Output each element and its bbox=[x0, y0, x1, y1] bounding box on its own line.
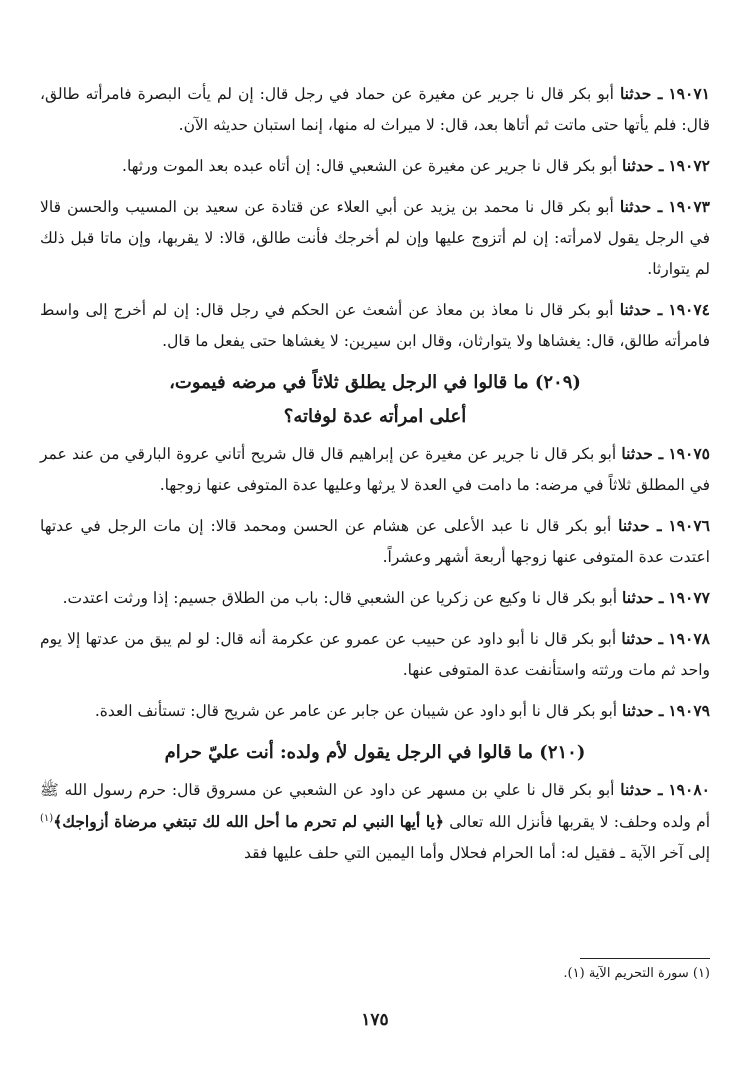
hadith-lead: حدثنا bbox=[619, 84, 652, 103]
hadith-number: ١٩٠٧٤ bbox=[668, 300, 711, 319]
hadith-19074: ١٩٠٧٤ ـ حدثنا أبو بكر قال نا معاذ بن معاذ عن أشعث عن الحكم في رجل قال: إن لم أخرج إلى واسط فامرأته طالق، قال: يغشاها ولا يتوارثان، وقال ابن سيرين: لا يغشاها حتى يفعل ما قال. bbox=[40, 300, 711, 350]
hadith-text: أبو بكر قال نا محمد بن يزيد عن أبي العلاء عن قتادة عن سعيد بن المسيب والحسن قالا في الرجل يقول لامرأته: إن لم أتزوج عليها وإن لم أخرجك فأنت طالق، قالا: لا يقربها، وإن ماتا قبل ذلك لم يتوارثا. bbox=[40, 198, 710, 278]
hadith-text: أبو بكر قال نا جرير عن مغيرة عن الشعبي قال: إن أتاه عبده بعد الموت ورثها. bbox=[122, 157, 618, 175]
hadith-text-continued: إلى آخر الآية ـ فقيل له: أما الحرام فحلال وأما اليمين التي حلف عليها فقد bbox=[244, 844, 710, 862]
hadith-lead: حدثنا bbox=[619, 197, 652, 216]
hadith-number: ١٩٠٧١ bbox=[668, 84, 710, 103]
hadith-lead: حدثنا bbox=[621, 629, 653, 648]
hadith-19071: ١٩٠٧١ ـ حدثنا أبو بكر قال نا جرير عن مغيرة عن حماد في رجل قال: إن لم يأت البصرة فامرأته طالق، قال: فلم يأتها حتى ماتت ثم أتاها بعد، قال: لا ميراث له منها، إنما استبان حديثه الآن. bbox=[40, 84, 710, 134]
hadith-lead: حدثنا bbox=[622, 701, 654, 720]
hadith-19073: ١٩٠٧٣ ـ حدثنا أبو بكر قال نا محمد بن يزيد عن أبي العلاء عن قتادة عن سعيد بن المسيب والحسن قالا في الرجل يقول لامرأته: إن لم أتزوج عليها وإن لم أخرجك فأنت طالق، قالا: لا يقربها، وإن ماتا قبل ذلك لم يتوارثا. bbox=[40, 197, 711, 278]
section-heading-line: أعلى امرأته عدة لوفاته؟ bbox=[283, 406, 467, 427]
hadith-lead: حدثنا bbox=[618, 516, 650, 535]
hadith-lead: حدثنا bbox=[622, 588, 654, 607]
hadith-19080: ١٩٠٨٠ ـ حدثنا أبو بكر قال نا علي بن مسهر عن داود عن الشعبي عن مسروق قال: حرم رسول الله ﷺ أم ولده وحلف: لا يقربها فأنزل الله تعالى ﴿يا أيها النبي لم تحرم ما أحل الله لك تبتغي مرضاة أزواجك﴾$^{(١)}$ إلى آخر الآية ـ فقيل له: أما الحرام فحلال وأما اليمين التي حلف عليها فقد bbox=[40, 780, 711, 862]
hadith-19075: ١٩٠٧٥ ـ حدثنا أبو بكر قال نا جرير عن مغيرة عن إبراهيم قال قال شريح أتاني عروة البارقي من عند عمر في المطلق ثلاثاً في مرضه: ما دامت في العدة لا يرثها وعليها عدة المتوفى عنها زوجها. bbox=[40, 444, 710, 494]
hadith-19077: ١٩٠٧٧ ـ حدثنا أبو بكر قال نا وكيع عن زكريا عن الشعبي قال: باب من الطلاق جسيم: إذا ورثت اعتدت. bbox=[62, 588, 710, 607]
hadith-lead: حدثنا bbox=[620, 780, 652, 799]
section-heading-line: (٢١٠) ما قالوا في الرجل يقول لأم ولده: أنت عليّ حرام bbox=[164, 742, 586, 763]
hadith-text: أبو بكر قال نا جرير عن مغيرة عن حماد في رجل قال: إن لم يأت البصرة فامرأته طالق، قال: فلم يأتها حتى ماتت ثم أتاها بعد، قال: لا ميراث له منها، إنما استبان حديثه الآن. bbox=[40, 85, 710, 134]
hadith-number: ١٩٠٨٠ bbox=[668, 780, 710, 799]
hadith-19072: ١٩٠٧٢ ـ حدثنا أبو بكر قال نا جرير عن مغيرة عن الشعبي قال: إن أتاه عبده بعد الموت ورثها. bbox=[122, 156, 710, 175]
hadith-text: أبو بكر قال نا أبو داود عن شيبان عن جابر عن عامر عن شريح قال: تستأنف العدة. bbox=[94, 702, 618, 720]
hadith-number: ١٩٠٧٧ bbox=[668, 588, 710, 607]
hadith-text: أبو بكر قال نا معاذ بن معاذ عن أشعث عن الحكم في رجل قال: إن لم أخرج إلى واسط فامرأته طالق، قال: يغشاها ولا يتوارثان، وقال ابن سيرين: لا يغشاها حتى يفعل ما قال. bbox=[40, 301, 710, 350]
hadith-number: ١٩٠٧٩ bbox=[668, 701, 710, 720]
hadith-lead: حدثنا bbox=[621, 444, 653, 463]
hadith-text: أبو بكر قال نا أبو داود عن حبيب عن عمرو عن عكرمة أنه قال: لو لم يبق من عدتها إلا يوم واحد ثم مات ورثته واستأنفت عدة المتوفى عنها. bbox=[40, 630, 710, 679]
hadith-text: أبو بكر قال نا جرير عن مغيرة عن إبراهيم قال قال شريح أتاني عروة البارقي من عند عمر في المطلق ثلاثاً في مرضه: ما دامت في العدة لا يرثها وعليها عدة المتوفى عنها زوجها. bbox=[40, 445, 710, 494]
section-heading-209 bbox=[40, 366, 710, 434]
hadith-number: ١٩٠٧٦ bbox=[668, 516, 711, 535]
hadith-text: أبو بكر قال نا علي بن مسهر عن داود عن الشعبي عن مسروق قال: حرم رسول الله ﷺ أم ولده وحلف: لا يقربها فأنزل الله تعالى bbox=[40, 781, 711, 831]
page-body bbox=[40, 78, 710, 878]
section-heading-210 bbox=[40, 736, 710, 770]
footnote-marker: (١) bbox=[40, 812, 54, 824]
page-number: ١٧٥ bbox=[361, 1010, 389, 1030]
hadith-number: ١٩٠٧٥ bbox=[668, 444, 710, 463]
hadith-text: أبو بكر قال نا وكيع عن زكريا عن الشعبي قال: باب من الطلاق جسيم: إذا ورثت اعتدت. bbox=[62, 589, 618, 607]
section-heading-line: (٢٠٩) ما قالوا في الرجل يطلق ثلاثاً في مرضه فيموت، bbox=[169, 372, 581, 393]
quran-verse: ﴿يا أيها النبي لم تحرم ما أحل الله لك تبتغي مرضاة أزواجك﴾ bbox=[53, 812, 445, 831]
hadith-19078: ١٩٠٧٨ ـ حدثنا أبو بكر قال نا أبو داود عن حبيب عن عمرو عن عكرمة أنه قال: لو لم يبق من عدتها إلا يوم واحد ثم مات ورثته واستأنفت عدة المتوفى عنها. bbox=[40, 629, 710, 679]
hadith-19079: ١٩٠٧٩ ـ حدثنا أبو بكر قال نا أبو داود عن شيبان عن جابر عن عامر عن شريح قال: تستأنف العدة. bbox=[94, 701, 710, 720]
hadith-text: أبو بكر قال نا عبد الأعلى عن هشام عن الحسن ومحمد قالا: إن مات الرجل في عدتها اعتدت عدة المتوفى عنها زوجها أربعة أشهر وعشراً. bbox=[40, 517, 710, 566]
hadith-lead: حدثنا bbox=[622, 156, 654, 175]
footnote-1: (١) سورة التحريم الآية (١). bbox=[563, 966, 710, 981]
footnotes bbox=[40, 958, 710, 985]
hadith-19076: ١٩٠٧٦ ـ حدثنا أبو بكر قال نا عبد الأعلى عن هشام عن الحسن ومحمد قالا: إن مات الرجل في عدتها اعتدت عدة المتوفى عنها زوجها أربعة أشهر وعشراً. bbox=[40, 516, 711, 566]
hadith-number: ١٩٠٧٨ bbox=[668, 629, 710, 648]
hadith-number: ١٩٠٧٢ bbox=[668, 156, 710, 175]
footnote-divider bbox=[580, 958, 710, 959]
hadith-lead: حدثنا bbox=[619, 300, 652, 319]
hadith-number: ١٩٠٧٣ bbox=[668, 197, 711, 216]
